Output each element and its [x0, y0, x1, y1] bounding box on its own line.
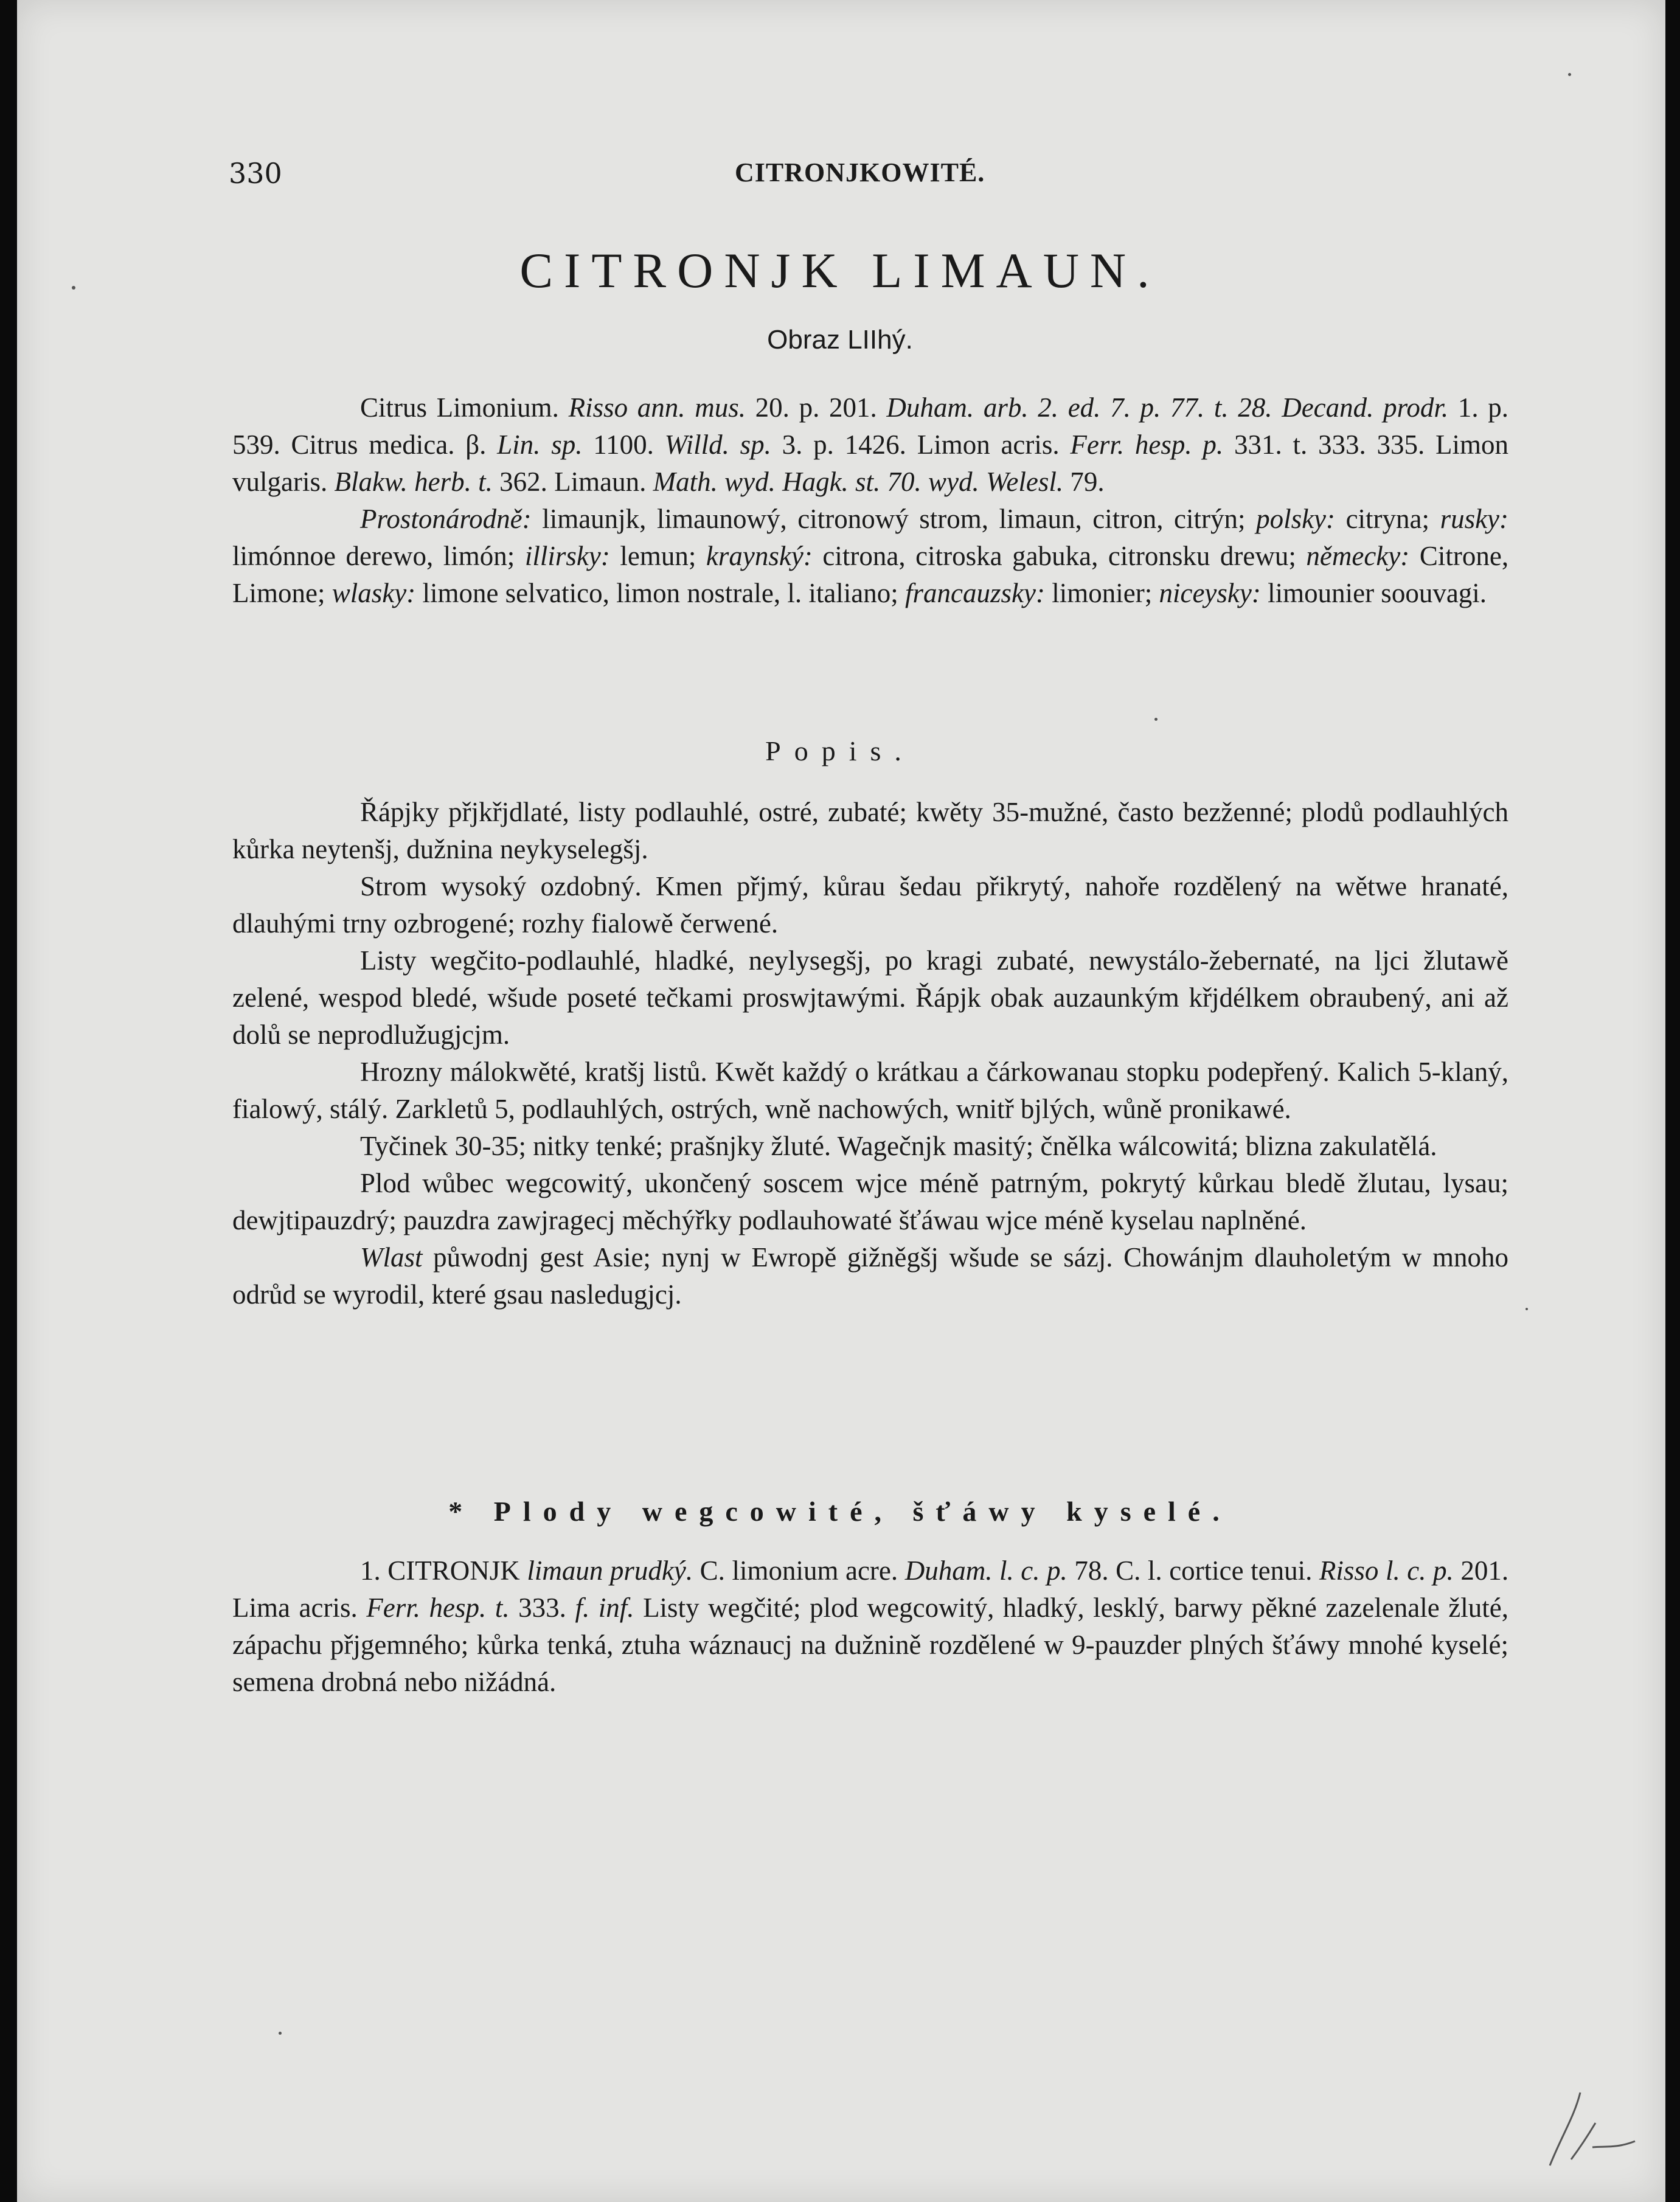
description-paragraph: [232, 1239, 1508, 1313]
citation-ref: Duham. l. c. p.: [904, 1555, 1067, 1586]
synonym-name: Limon acris.: [917, 429, 1060, 460]
synonymy-block: [232, 389, 1508, 612]
citation-ref: Decand. prodr.: [1282, 392, 1449, 423]
subsection-heading: * Plody wegcowité, šťáwy kyselé.: [448, 1496, 1232, 1527]
synonymy-paragraph: [232, 389, 1508, 501]
description-paragraph: Řápjky přjkřjdlaté, listy podlauhlé, ostré, zubaté; kwěty 35-mužné, často bezženné; plodů podlauhlých kůrka neytenšj, dužnina neykyselegšj.: [232, 797, 1508, 864]
vernacular-names: Citrone, Limone;: [232, 541, 1509, 608]
variety-paragraph: [232, 1552, 1508, 1701]
scan-speck: [72, 286, 75, 290]
citation-ref: Duham. arb. 2. ed. 7. p. 77. t. 28.: [886, 392, 1272, 423]
scan-speck: [1568, 73, 1571, 76]
plate-reference: Obraz LIIhý.: [767, 325, 913, 355]
vernacular-names: citrona, citroska gabuka, citronsku drewu;: [822, 541, 1296, 571]
language-label: polsky:: [1256, 504, 1336, 534]
vernacular-names-paragraph: [232, 501, 1508, 612]
page-number: 330: [229, 157, 282, 190]
citation-ref: 1100.: [593, 429, 654, 460]
vernacular-names: limounier soouvagi.: [1268, 578, 1487, 608]
variety-description: Listy wegčité; plod wegcowitý, hladký, lesklý, barwy pěkné zazelenale žluté, zápachu přjgemného; kůrka tenká, ztuha wáznaucj na dužnině rozdělené w 9-pauzder plných šťáwy mnohé kyselé; semena drobná nebo nižádná.: [232, 1592, 1508, 1697]
synonym-name: Citrus medica. β.: [291, 429, 487, 460]
language-label: francauzsky:: [905, 578, 1045, 608]
scan-speck: [279, 2032, 282, 2035]
language-label: Prostonárodně:: [360, 504, 532, 534]
vernacular-names: limonier;: [1052, 578, 1153, 608]
scan-speck: [1526, 1308, 1528, 1310]
citation-ref: 201. Lima acris.: [232, 1555, 1509, 1623]
citation-ref: Ferr. hesp. t.: [366, 1592, 510, 1623]
description-block: [232, 794, 1508, 1313]
citation-ref: Risso ann. mus.: [568, 392, 746, 423]
vernacular-names: limónnoe derewo, limón;: [232, 541, 515, 571]
citation-ref: 78. C. l. cortice tenui.: [1074, 1555, 1313, 1586]
description-paragraph: Tyčinek 30-35; nitky tenké; prašnjky žluté. Wagečnjk masitý; čnělka wálcowitá; blizna zakulatělá.: [360, 1131, 1437, 1161]
citation-ref: Blakw. herb. t.: [334, 467, 493, 497]
section-heading-description: Popis.: [765, 735, 915, 766]
citation-ref: 1. p. 539.: [232, 392, 1509, 460]
citation-ref: 3. p. 1426.: [782, 429, 906, 460]
running-title: CITRONJKOWITÉ.: [735, 158, 985, 187]
citation-ref: Willd. sp.: [664, 429, 771, 460]
language-label: niceysky:: [1159, 578, 1261, 608]
description-paragraph: Plod wůbec wegcowitý, ukončený soscem wjce méně patrným, pokrytý kůrkau bledě žlutau, lysau; dewjtipauzdrý; pauzdra zawjragecj měchýřky podlauhowaté šťáwau wjce méně kyselau naplněné.: [232, 1168, 1508, 1235]
variety-name: 1. CITRONJK: [360, 1555, 520, 1586]
citation-ref: Ferr. hesp. p.: [1070, 429, 1224, 460]
description-paragraph: Listy wegčito-podlauhlé, hladké, neylysegšj, po kragi zubaté, newystálo-žebernaté, na ljci žlutawě zelené, wespod bledé, wšude poseté tečkami proswjtawými. Řápjk obak auzaunkým křjdélkem obraubený, ani až dolů se neprodlužugjcjm.: [232, 945, 1508, 1050]
citation-ref: Risso l. c. p.: [1319, 1555, 1454, 1586]
citation-ref: f. inf.: [575, 1592, 634, 1623]
species-name: Citrus Limonium.: [360, 392, 559, 423]
running-header: [17, 157, 1665, 200]
inline-label: Wlast: [360, 1242, 423, 1273]
citation-ref: 20. p. 201.: [755, 392, 877, 423]
vernacular-names: citryna;: [1345, 504, 1430, 534]
description-paragraph: Hrozny málokwěté, kratšj listů. Kwět každý o krátkau a čárkowanau stopku podepřený. Kalich 5-klaný, fialowý, stálý. Zarkletů 5, podlauhlých, ostrých, wně nachowých, wnitř bjlých, wůně pronikawé.: [232, 1057, 1508, 1124]
vernacular-names: limone selvatico, limon nostrale, l. italiano;: [422, 578, 898, 608]
language-label: německy:: [1306, 541, 1410, 571]
ink-mark: [1538, 2080, 1641, 2172]
vernacular-names: limaunjk, limaunowý, citronowý strom, limaun, citron, citrýn;: [542, 504, 1246, 534]
scanned-page: [17, 0, 1665, 2202]
citation-ref: Math. wyd. Hagk. st. 70. wyd. Welesl.: [653, 467, 1064, 497]
citation-ref: Lin. sp.: [497, 429, 583, 460]
synonym-name: C. limonium acre.: [699, 1555, 898, 1586]
variety-block: [232, 1552, 1508, 1701]
scan-speck: [1154, 718, 1158, 721]
language-label: illirsky:: [524, 541, 610, 571]
citation-ref: 331. t. 333. 335.: [1234, 429, 1425, 460]
variety-epithet: limaun prudký.: [527, 1555, 693, 1586]
citation-ref: 362. Limaun.: [499, 467, 647, 497]
language-label: rusky:: [1440, 504, 1509, 534]
citation-ref: 79.: [1070, 467, 1105, 497]
description-paragraph: Strom wysoký ozdobný. Kmen přjmý, kůrau šedau přikrytý, nahoře rozdělený na wětwe hranaté, dlauhými trny ozbrogené; rozhy fialowě čerwené.: [232, 871, 1508, 939]
vernacular-names: lemun;: [620, 541, 696, 571]
article-title: CITRONJK LIMAUN.: [519, 243, 1161, 298]
paragraph-text: půwodnj gest Asie; nynj w Ewropě gižněgšj wšude se sázj. Chowánjm dlauholetým w mnoho odrůd se wyrodil, které gsau nasledugjcj.: [232, 1242, 1508, 1310]
language-label: kraynský:: [706, 541, 813, 571]
citation-ref: 333.: [518, 1592, 566, 1623]
synonym-name: Limon vulgaris.: [232, 429, 1509, 497]
language-label: wlasky:: [331, 578, 416, 608]
